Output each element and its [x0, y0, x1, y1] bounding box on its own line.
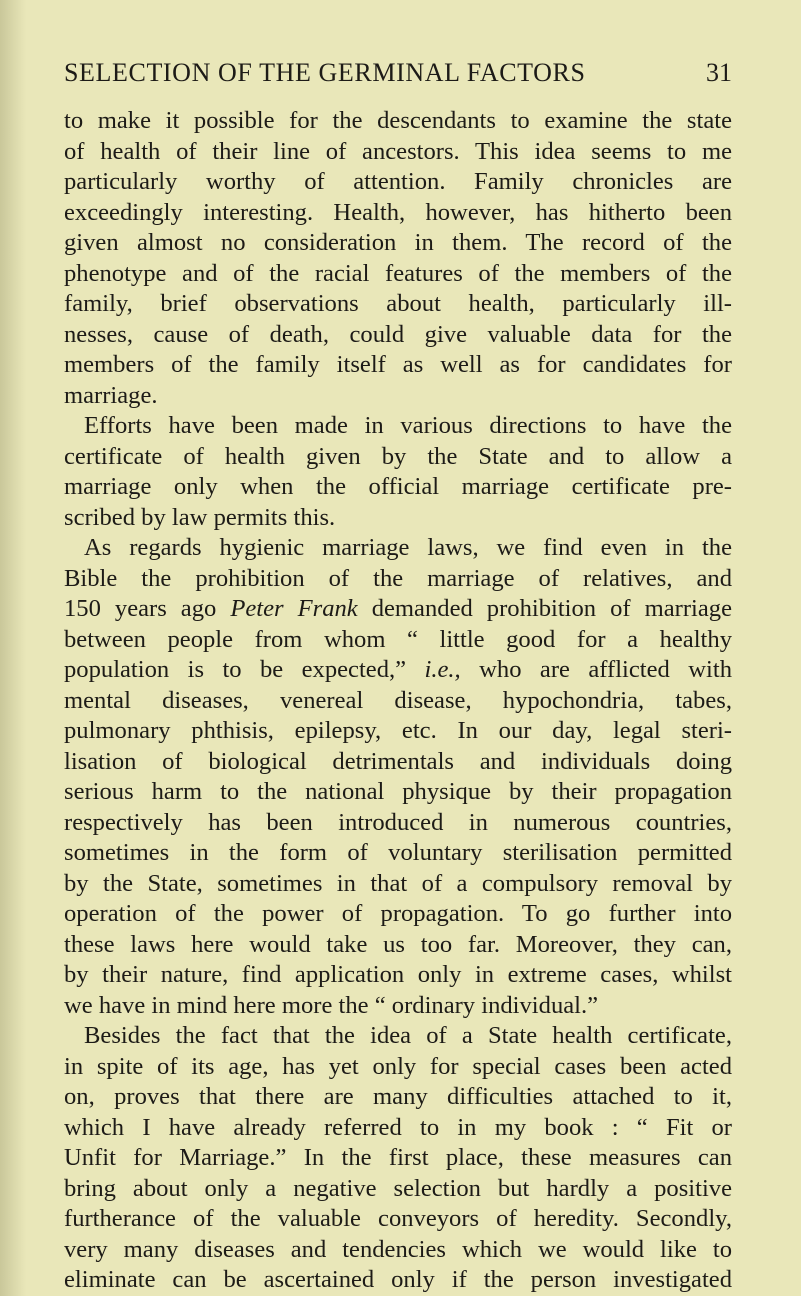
running-head: [64, 58, 732, 96]
page-number: 31: [706, 58, 732, 87]
text-line: pulmonary phthisis, epilepsy, etc. In our day, legal steri-: [64, 717, 732, 744]
text-line: which I have already referred to in my book : “ Fit or: [64, 1113, 732, 1141]
paragraph-first-line: As regards hygienic marriage laws, we find even in the: [84, 534, 732, 561]
paragraph-end-line: marriage.: [64, 381, 158, 409]
text-segment: population is to be expected,”: [64, 656, 425, 683]
text-segment: 150 years ago: [64, 595, 231, 622]
text-line: in spite of its age, has yet only for special cases been acted: [64, 1052, 732, 1080]
text-line: between people from whom “ little good for a healthy: [64, 625, 732, 653]
page-edge-shadow: [0, 0, 26, 1296]
paragraph-first-line: Efforts have been made in various directions to have the: [84, 412, 732, 439]
text-line: bring about only a negative selection but hardly a positive: [64, 1174, 732, 1202]
text-line: members of the family itself as well as for candidates for: [64, 351, 732, 378]
paragraph-end-line: we have in mind here more the “ ordinary individual.”: [64, 991, 599, 1019]
text-line: family, brief observations about health, particularly ill-: [64, 290, 732, 317]
running-title: SELECTION OF THE GERMINAL FACTORS: [64, 58, 586, 87]
text-line: marriage only when the official marriage certificate pre-: [64, 473, 732, 500]
text-line: Unfit for Marriage.” In the first place, these measures can: [64, 1144, 732, 1171]
text-segment: demanded prohibition of marriage: [357, 595, 732, 622]
text-line: sometimes in the form of voluntary sterilisation permitted: [64, 839, 732, 866]
text-line: by the State, sometimes in that of a compulsory removal by: [64, 869, 732, 897]
text-line: very many diseases and tendencies which we would like to: [64, 1235, 732, 1263]
text-line: by their nature, find application only in extreme cases, whilst: [64, 961, 732, 988]
text-line: operation of the power of propagation. To go further into: [64, 900, 732, 927]
text-line: serious harm to the national physique by their propagation: [64, 778, 732, 805]
text-line: these laws here would take us too far. Moreover, they can,: [64, 930, 732, 958]
paragraph-end-line: scribed by law permits this.: [64, 503, 336, 531]
text-line: furtherance of the valuable conveyors of heredity. Secondly,: [64, 1205, 732, 1232]
text-line: nesses, cause of death, could give valuable data for the: [64, 320, 732, 348]
text-line: of health of their line of ancestors. This idea seems to me: [64, 137, 732, 165]
italic-name: Peter Frank: [230, 595, 358, 622]
text-line: exceedingly interesting. Health, however, has hitherto been: [64, 198, 732, 226]
text-line: certificate of health given by the State and to allow a: [64, 442, 732, 470]
text-line: given almost no consideration in them. The record of the: [64, 229, 732, 256]
text-line: mental diseases, venereal disease, hypochondria, tabes,: [64, 686, 732, 714]
text-line: respectively has been introduced in numerous countries,: [64, 808, 732, 836]
text-line: to make it possible for the descendants to examine the state: [64, 107, 732, 134]
paragraph-first-line: Besides the fact that the idea of a State health certificate,: [84, 1022, 732, 1049]
text-line: Bible the prohibition of the marriage of relatives, and: [64, 564, 732, 592]
italic-abbreviation: i.e.,: [424, 656, 461, 683]
text-line-with-italic: [64, 655, 732, 686]
text-line: on, proves that there are many difficulties attached to it,: [64, 1083, 732, 1110]
body-text: [64, 106, 732, 1296]
text-line: lisation of biological detrimentals and individuals doing: [64, 747, 732, 775]
text-line: phenotype and of the racial features of the members of the: [64, 259, 732, 287]
text-line-with-italic: [64, 594, 732, 625]
text-segment: who are afflicted with: [460, 656, 732, 683]
text-line: eliminate can be ascertained only if the person investigated: [64, 1266, 732, 1293]
text-line: particularly worthy of attention. Family chronicles are: [64, 168, 732, 195]
